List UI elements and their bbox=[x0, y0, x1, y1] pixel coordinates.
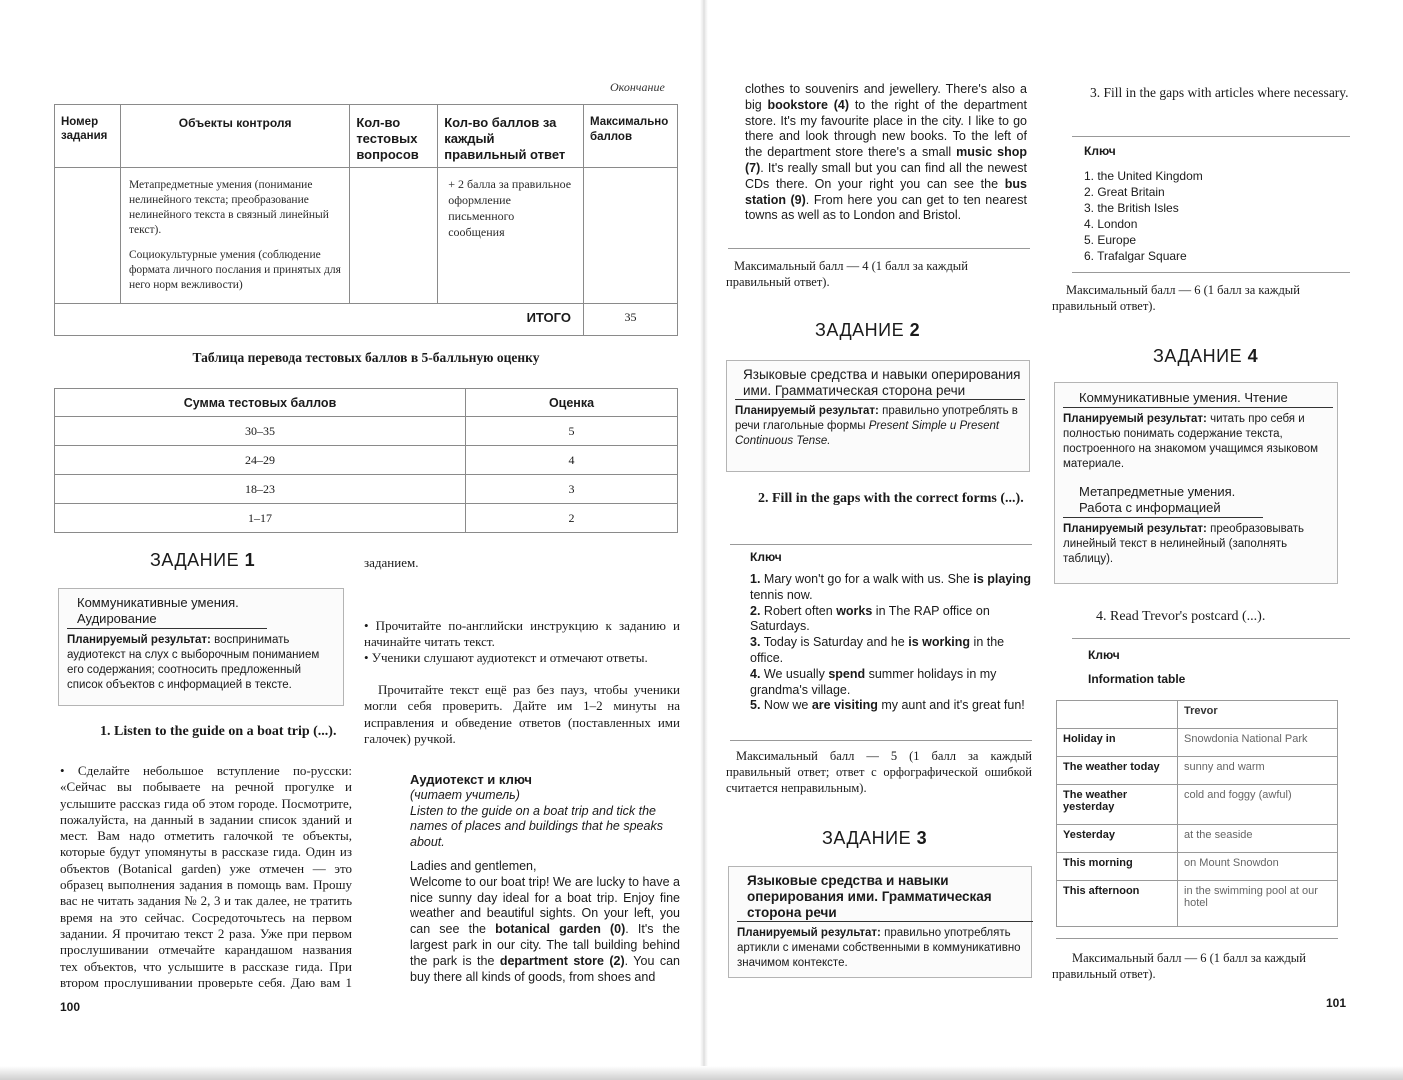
skill-title: Языковые средства и навыки оперирования ими. Грамматическая сторона речи bbox=[735, 367, 1025, 400]
key-answer: are visiting bbox=[811, 698, 878, 713]
info-label: Yesterday bbox=[1057, 825, 1178, 853]
page-number-left: 100 bbox=[60, 1000, 81, 1014]
key-text: Now we bbox=[763, 698, 812, 713]
key-label: Ключ bbox=[1088, 648, 1120, 662]
key-text: Today is Saturday and he bbox=[763, 635, 909, 650]
task-heading-number: 1 bbox=[244, 550, 256, 570]
table-row bbox=[1057, 757, 1338, 785]
score-range: 24–29 bbox=[55, 446, 466, 475]
key-text: Robert often bbox=[763, 603, 837, 618]
audio-answer: bookstore (4) bbox=[767, 97, 850, 112]
planned-text: преобразовывать линейный текст в нелинейный (заполнять таблицу). bbox=[1063, 523, 1305, 565]
key-answer: is playing bbox=[973, 572, 1031, 586]
list-item: 1. the United Kingdom bbox=[1084, 169, 1203, 183]
audio-title: Аудиотекст и ключ bbox=[410, 772, 532, 787]
divider bbox=[1072, 272, 1350, 273]
task2-exercise: 2. Fill in the gaps with the correct forms (...). bbox=[758, 491, 1024, 506]
key-number: 1. bbox=[750, 572, 761, 586]
key-text: in the office. bbox=[750, 635, 1005, 665]
audio-answer: bus station (9) bbox=[745, 176, 1027, 207]
max-score-3: Максимальный балл — 6 (1 балл за каждый правильный ответ). bbox=[1052, 283, 1300, 313]
planned-text: правильно употреблять артикли с именами собственными в коммуникативно значимом контексте. bbox=[737, 927, 1021, 969]
list-item bbox=[750, 667, 1032, 699]
audio-text-part: . It's the largest park in our city. The tall building behind the park is the bbox=[410, 922, 680, 968]
key-text: in The RAP office on Saturdays. bbox=[750, 603, 990, 634]
planned-text: правильно употреблять в речи глагольные формы bbox=[735, 405, 1018, 432]
task3-heading bbox=[822, 828, 927, 849]
planned-label: Планируемый результат: bbox=[737, 927, 881, 939]
list-item: 5. Europe bbox=[1084, 233, 1137, 247]
task1-skill-box bbox=[58, 588, 344, 706]
planned-italic: Present Simple и Present Continuous Tense. bbox=[735, 420, 1000, 447]
list-item bbox=[750, 572, 1032, 604]
score-header-sum: Сумма тестовых баллов bbox=[55, 389, 466, 417]
planned-label: Планируемый результат: bbox=[735, 405, 879, 417]
key-answer: spend bbox=[828, 666, 866, 681]
audio-greeting: Ladies and gentlemen, bbox=[410, 858, 537, 873]
list-item bbox=[750, 604, 1032, 636]
info-value: in the swimming pool at our hotel bbox=[1178, 881, 1338, 927]
task4-skill-box bbox=[1054, 382, 1338, 584]
table-row bbox=[1057, 881, 1338, 927]
divider bbox=[1072, 638, 1350, 639]
audio-block bbox=[410, 772, 680, 985]
score-table bbox=[54, 388, 678, 533]
divider bbox=[1072, 136, 1350, 137]
score-range: 1–17 bbox=[55, 504, 466, 533]
planned-text: читать про себя и полностью понимать содержание текста, построенного на знакомом учащимся языковом материале. bbox=[1063, 413, 1319, 470]
table-row bbox=[55, 417, 678, 446]
max-score-2: Максимальный балл — 5 (1 балл за каждый правильный ответ; ответ с орфографической ошибкой считается неправильным). bbox=[726, 749, 1032, 795]
task-heading-number: 4 bbox=[1247, 346, 1259, 366]
col-header-questions: Кол-во тестовых вопросов bbox=[350, 105, 438, 168]
audio-continuation bbox=[745, 82, 1027, 224]
planned-text: воспринимать аудиотекст на слух с выборочным пониманием его содержания; соотносить предложенный список объектов с информацией в тексте. bbox=[67, 634, 320, 691]
task-heading-number: 3 bbox=[916, 828, 928, 848]
task2-heading bbox=[815, 320, 920, 341]
task-heading-word: ЗАДАНИЕ bbox=[822, 828, 912, 848]
task-heading-word: ЗАДАНИЕ bbox=[150, 550, 240, 570]
audio-text-part: . It's really small but you can find all the newest CDs there. On your right you can see the bbox=[745, 160, 1027, 191]
task1-instruction-cont bbox=[364, 556, 680, 618]
skill-title: Языковые средства и навыки оперирования ими. Грамматическая сторона речи bbox=[737, 873, 1033, 922]
task1-exercise: 1. Listen to the guide on a boat trip (...). bbox=[100, 724, 337, 739]
key-text: summer holidays in my grandma's village. bbox=[750, 666, 997, 697]
key-answer: is working bbox=[908, 635, 971, 650]
total-value: 35 bbox=[583, 304, 677, 336]
running-head: Окончание bbox=[610, 80, 665, 94]
task-heading-number: 2 bbox=[909, 320, 921, 340]
audio-text-part: to the right of the department store. It's my favourite place in the city. I like to go there and look through new books. To the left of the department store there's a small bbox=[745, 97, 1027, 160]
instruction-cont-text: заданием. bbox=[364, 556, 419, 571]
divider bbox=[730, 544, 1032, 545]
table-row bbox=[1057, 785, 1338, 825]
table-row bbox=[1057, 825, 1338, 853]
key-number: 3. bbox=[750, 635, 761, 650]
task-heading-word: ЗАДАНИЕ bbox=[1153, 346, 1243, 366]
score-range: 18–23 bbox=[55, 475, 466, 504]
planned-label: Планируемый результат: bbox=[1063, 413, 1207, 425]
key-answer: works bbox=[836, 603, 873, 618]
task1-instr-2: • Прочитайте по-английски инструкцию к заданию и начинайте читать текст. bbox=[364, 618, 680, 650]
info-header: Trevor bbox=[1178, 701, 1338, 729]
score-grade: 5 bbox=[466, 417, 678, 446]
key-number: 5. bbox=[750, 698, 761, 713]
audio-text-part: . You can buy there all kinds of goods, from shoes and bbox=[410, 953, 680, 984]
skill-title: Коммуникативные умения. Аудирование bbox=[67, 595, 267, 629]
key-number: 4. bbox=[750, 666, 761, 681]
objects-metasubject: Метапредметные умения (понимание нелинейного текста; преобразование нелинейного текста в связный линейный текст). bbox=[128, 179, 329, 236]
list-item: 3. the British Isles bbox=[1084, 201, 1179, 215]
task1-instr-3: • Ученики слушают аудиотекст и отмечают ответы. bbox=[364, 650, 648, 665]
points-bonus: + 2 балла за правильное оформление письменного сообщения bbox=[448, 177, 572, 239]
score-grade: 2 bbox=[466, 504, 678, 533]
info-value: at the seaside bbox=[1178, 825, 1338, 853]
page-gutter bbox=[700, 0, 708, 1080]
table-row bbox=[1057, 853, 1338, 881]
score-header-grade: Оценка bbox=[466, 389, 678, 417]
planned-label: Планируемый результат: bbox=[67, 634, 211, 646]
info-label: The weather today bbox=[1057, 757, 1178, 785]
audio-answer: music shop (7) bbox=[745, 145, 1027, 175]
task4-exercise: 4. Read Trevor's postcard (...). bbox=[1096, 609, 1266, 624]
planned-label: Планируемый результат: bbox=[1063, 523, 1207, 535]
key-text: tennis now. bbox=[750, 587, 813, 602]
list-item bbox=[750, 698, 1032, 714]
table-row bbox=[55, 504, 678, 533]
audio-answer: department store (2) bbox=[499, 953, 625, 968]
task1-heading bbox=[150, 550, 255, 571]
table-row bbox=[1057, 729, 1338, 757]
col-header-max: Максимально баллов bbox=[583, 105, 677, 168]
task3-exercise: 3. Fill in the gaps with articles where necessary. bbox=[1090, 85, 1349, 100]
list-item: 4. London bbox=[1084, 217, 1138, 231]
task2-skill-box bbox=[726, 360, 1030, 472]
divider bbox=[728, 248, 1030, 249]
audio-subtitle: (читает учитель) bbox=[410, 787, 520, 802]
info-value: cold and foggy (awful) bbox=[1178, 785, 1338, 825]
page-number-right: 101 bbox=[1326, 996, 1347, 1010]
task1-instruction: • Сделайте небольшое вступление по-русски: «Сейчас вы побываете на речной прогулке и услышите рассказ гида об этом городе. Посмотрите, пожалуйста, на данный в задании список зданий и мест. Вам надо отметить галочкой те объекты, которые будут упомянуты в рассказе гида. Один из объектов (Botanical garden) уже отмечен — это образец выполнения задания в помощь вам. Прошу вас не читать задания № 2, 3 и так далее, не тратить время на это сейчас. Сосредоточьтесь на первом задании. Я прочитаю текст 2 раза. Уже при первом прослушивании отмечайте карандашом названия тех объектов, что услышите в рассказе гида. При втором прослушивании проверьте себя. Даю вам 1 bbox=[60, 763, 352, 989]
audio-answer: botanical garden (0) bbox=[495, 922, 626, 937]
info-label: This afternoon bbox=[1057, 881, 1178, 927]
score-grade: 3 bbox=[466, 475, 678, 504]
score-table-title: Таблица перевода тестовых баллов в 5-балльную оценку bbox=[192, 350, 540, 365]
total-label: ИТОГО bbox=[55, 304, 584, 336]
task4-heading bbox=[1153, 346, 1258, 367]
task3-key-list bbox=[1084, 168, 1203, 264]
page-bottom-shadow bbox=[0, 1066, 1403, 1080]
info-label: Holiday in bbox=[1057, 729, 1178, 757]
table-row bbox=[1057, 701, 1338, 729]
info-label: This morning bbox=[1057, 853, 1178, 881]
task-heading-word: ЗАДАНИЕ bbox=[815, 320, 905, 340]
info-value: on Mount Snowdon bbox=[1178, 853, 1338, 881]
task2-key-list bbox=[750, 572, 1032, 714]
table-row bbox=[55, 446, 678, 475]
audio-text-part: clothes to souvenirs and jewellery. There's also a big bbox=[745, 82, 1027, 112]
info-value: sunny and warm bbox=[1178, 757, 1338, 785]
divider bbox=[1056, 938, 1338, 939]
skill-title-info: Метапредметные умения. Работа с информацией bbox=[1063, 484, 1263, 518]
control-table bbox=[54, 104, 678, 336]
list-item bbox=[750, 635, 1032, 667]
key-text: Mary won't go for a walk with us. She bbox=[763, 572, 974, 586]
score-range: 30–35 bbox=[55, 417, 466, 446]
audio-text-part: Welcome to our boat trip! We are lucky to have a nice sunny day ideal for a boat trip. Enjoy fine weather and beautiful sights. On your left, you can see the bbox=[410, 874, 680, 937]
table-row bbox=[55, 475, 678, 504]
list-item: 6. Trafalgar Square bbox=[1084, 249, 1187, 263]
key-text: my aunt and it's great fun! bbox=[877, 698, 1025, 713]
audio-instruction: Listen to the guide on a boat trip and tick the names of places and buildings that he speaks about. bbox=[410, 803, 663, 850]
info-table-title: Information table bbox=[1088, 672, 1186, 686]
audio-text-part: . From here you can get to ten nearest towns as well as to London and Bristol. bbox=[745, 192, 1027, 223]
divider bbox=[730, 740, 1032, 741]
key-label: Ключ bbox=[750, 550, 782, 564]
key-text: We usually bbox=[763, 666, 829, 681]
score-grade: 4 bbox=[466, 446, 678, 475]
col-header-points: Кол-во баллов за каждый правильный ответ bbox=[438, 105, 584, 168]
list-item: 2. Great Britain bbox=[1084, 185, 1165, 199]
info-table bbox=[1056, 700, 1338, 927]
max-score-1: Максимальный балл — 4 (1 балл за каждый правильный ответ). bbox=[726, 259, 968, 289]
task3-skill-box bbox=[728, 866, 1032, 978]
objects-sociocultural: Социокультурные умения (соблюдение формата личного послания и принятых для него норм вежливости) bbox=[128, 249, 341, 291]
info-value: Snowdonia National Park bbox=[1178, 729, 1338, 757]
max-score-4: Максимальный балл — 6 (1 балл за каждый правильный ответ). bbox=[1052, 951, 1306, 981]
key-number: 2. bbox=[750, 603, 761, 618]
key-label: Ключ bbox=[1084, 144, 1116, 158]
col-header-objects: Объекты контроля bbox=[120, 105, 349, 168]
skill-title-reading: Коммуникативные умения. Чтение bbox=[1063, 390, 1333, 408]
audio-text bbox=[410, 875, 680, 986]
info-label: The weather yesterday bbox=[1057, 785, 1178, 825]
col-header-number: Номер задания bbox=[55, 105, 121, 168]
task1-instr-4: Прочитайте текст ещё раз без пауз, чтобы ученики могли себя проверить. Дайте им 1–2 минуты на исправления и обведение ответов (поставленных ими галочек) ручкой. bbox=[364, 682, 680, 746]
